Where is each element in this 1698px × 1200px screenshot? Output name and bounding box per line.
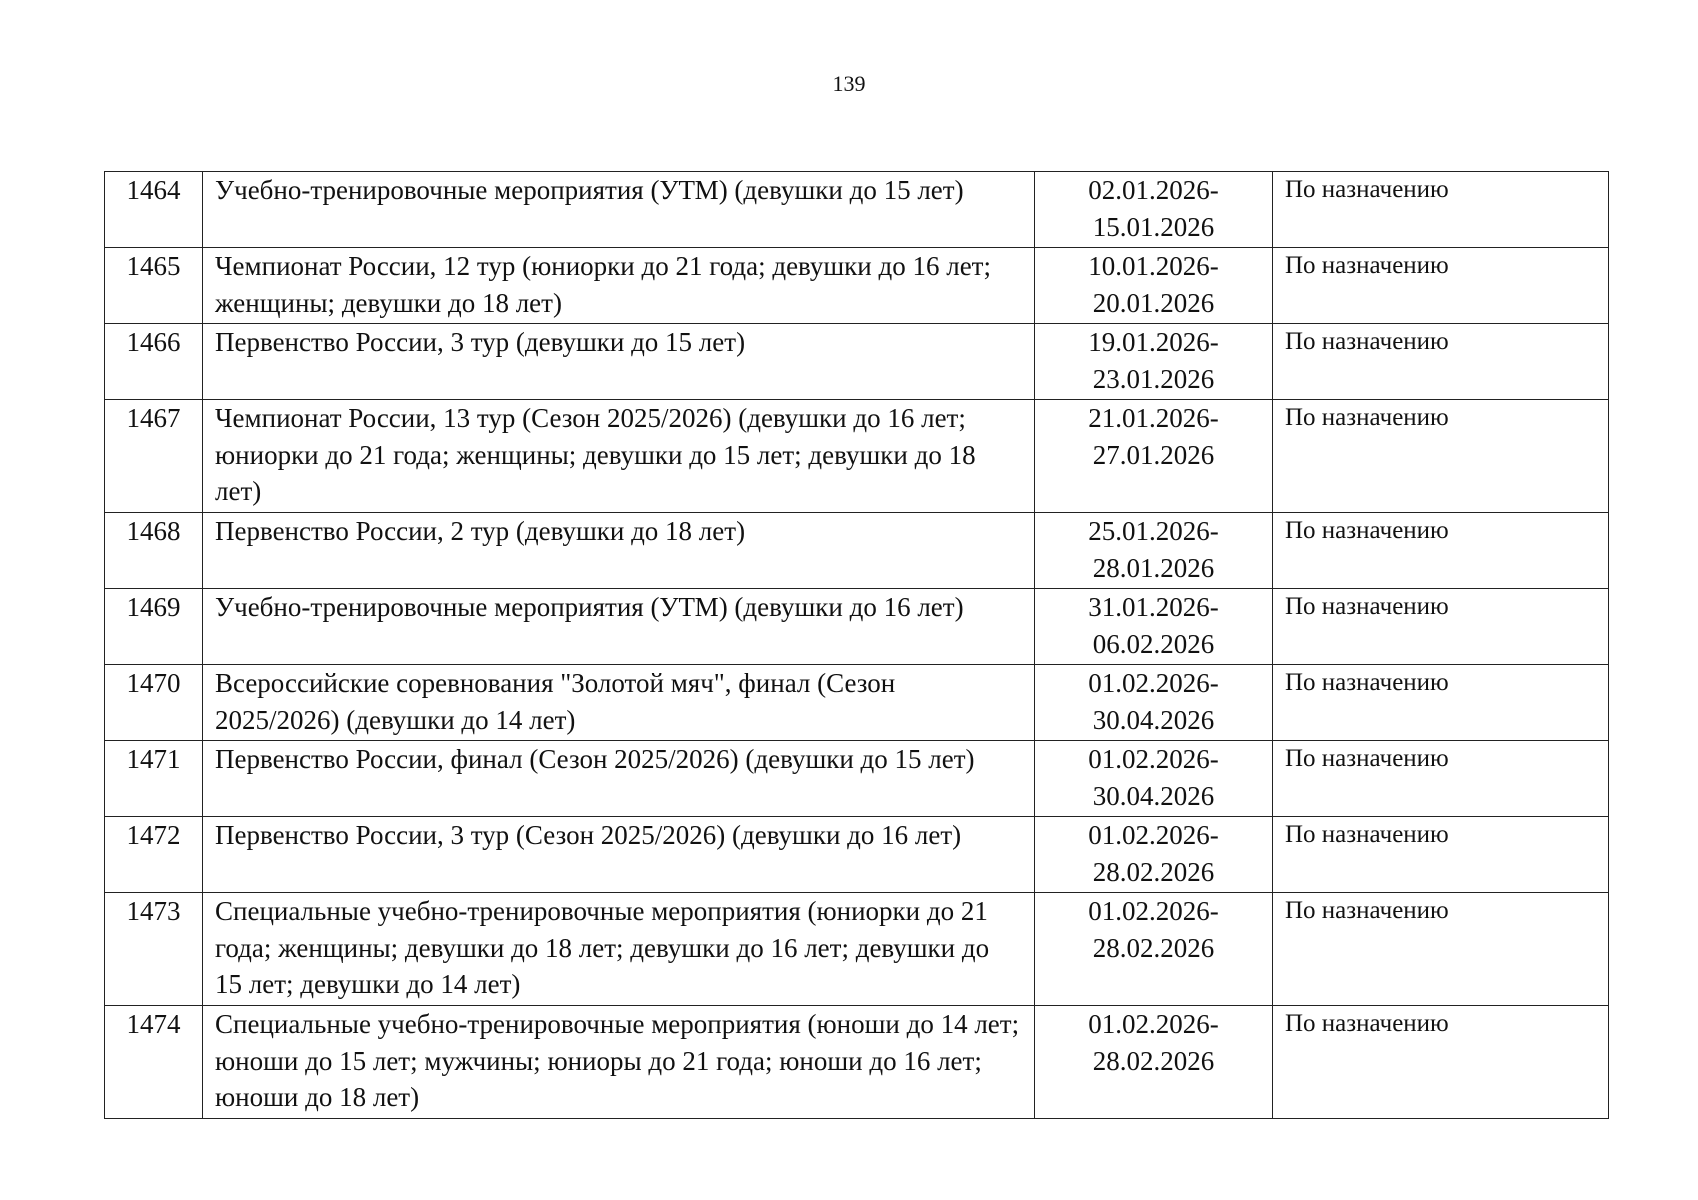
date-end: 28.01.2026: [1092, 552, 1215, 583]
event-dates: [1035, 324, 1273, 400]
table-row: [105, 1006, 1609, 1119]
date-end: 15.01.2026: [1092, 211, 1215, 242]
event-name: Чемпионат России, 13 тур (Сезон 2025/2026) (девушки до 16 лет; юниорки до 21 года; женщины; девушки до 15 лет; девушки до 18 лет): [203, 400, 1035, 513]
table-row: [105, 893, 1609, 1006]
event-name: Первенство России, 3 тур (девушки до 15 лет): [203, 324, 1035, 400]
row-number: 1470: [105, 665, 203, 741]
event-dates: [1035, 893, 1273, 1006]
event-name: Первенство России, 2 тур (девушки до 18 лет): [203, 513, 1035, 589]
date-start: 21.01.2026-: [1088, 403, 1219, 433]
date-start: 19.01.2026-: [1088, 327, 1219, 357]
date-start: 01.02.2026-: [1088, 896, 1219, 926]
table-row: [105, 400, 1609, 513]
row-number: 1471: [105, 741, 203, 817]
date-end: 20.01.2026: [1092, 287, 1215, 318]
event-note: По назначению: [1273, 589, 1609, 665]
row-number: 1472: [105, 817, 203, 893]
table-row: [105, 324, 1609, 400]
table-row: [105, 248, 1609, 324]
event-name: Первенство России, финал (Сезон 2025/2026) (девушки до 15 лет): [203, 741, 1035, 817]
row-number: 1466: [105, 324, 203, 400]
event-dates: [1035, 589, 1273, 665]
date-start: 01.02.2026-: [1088, 744, 1219, 774]
row-number: 1473: [105, 893, 203, 1006]
event-note: По назначению: [1273, 1006, 1609, 1119]
event-dates: [1035, 513, 1273, 589]
table-row: [105, 665, 1609, 741]
event-note: По назначению: [1273, 400, 1609, 513]
row-number: 1468: [105, 513, 203, 589]
event-note: По назначению: [1273, 741, 1609, 817]
date-end: 23.01.2026: [1092, 363, 1215, 394]
event-dates: [1035, 400, 1273, 513]
event-dates: [1035, 741, 1273, 817]
date-start: 01.02.2026-: [1088, 1009, 1219, 1039]
event-name: Первенство России, 3 тур (Сезон 2025/2026) (девушки до 16 лет): [203, 817, 1035, 893]
event-note: По назначению: [1273, 324, 1609, 400]
date-start: 31.01.2026-: [1088, 592, 1219, 622]
event-name: Учебно-тренировочные мероприятия (УТМ) (девушки до 16 лет): [203, 589, 1035, 665]
event-dates: [1035, 665, 1273, 741]
event-note: По назначению: [1273, 248, 1609, 324]
event-dates: [1035, 817, 1273, 893]
table-row: [105, 589, 1609, 665]
event-note: По назначению: [1273, 172, 1609, 248]
event-dates: [1035, 1006, 1273, 1119]
event-note: По назначению: [1273, 893, 1609, 1006]
table-row: [105, 513, 1609, 589]
event-name: Всероссийские соревнования "Золотой мяч", финал (Сезон 2025/2026) (девушки до 14 лет): [203, 665, 1035, 741]
table-row: [105, 741, 1609, 817]
row-number: 1474: [105, 1006, 203, 1119]
event-dates: [1035, 248, 1273, 324]
date-start: 02.01.2026-: [1088, 175, 1219, 205]
event-note: По назначению: [1273, 665, 1609, 741]
date-end: 06.02.2026: [1092, 628, 1215, 659]
event-name: Специальные учебно-тренировочные мероприятия (юниорки до 21 года; женщины; девушки до 18 лет; девушки до 16 лет; девушки до 15 лет; девушки до 14 лет): [203, 893, 1035, 1006]
row-number: 1467: [105, 400, 203, 513]
table-row: [105, 172, 1609, 248]
date-start: 25.01.2026-: [1088, 516, 1219, 546]
date-end: 28.02.2026: [1092, 856, 1215, 887]
event-note: По назначению: [1273, 513, 1609, 589]
event-dates: [1035, 172, 1273, 248]
page-number: 139: [832, 71, 866, 96]
date-start: 01.02.2026-: [1088, 820, 1219, 850]
date-end: 27.01.2026: [1092, 439, 1215, 470]
event-name: Специальные учебно-тренировочные мероприятия (юноши до 14 лет; юноши до 15 лет; мужчины; юниоры до 21 года; юноши до 16 лет; юноши до 18 лет): [203, 1006, 1035, 1119]
event-name: Чемпионат России, 12 тур (юниорки до 21 года; девушки до 16 лет; женщины; девушки до 18 лет): [203, 248, 1035, 324]
event-note: По назначению: [1273, 817, 1609, 893]
event-name: Учебно-тренировочные мероприятия (УТМ) (девушки до 15 лет): [203, 172, 1035, 248]
date-end: 28.02.2026: [1092, 932, 1215, 963]
row-number: 1464: [105, 172, 203, 248]
date-end: 28.02.2026: [1092, 1045, 1215, 1076]
table-row: [105, 817, 1609, 893]
row-number: 1469: [105, 589, 203, 665]
row-number: 1465: [105, 248, 203, 324]
date-start: 01.02.2026-: [1088, 668, 1219, 698]
date-end: 30.04.2026: [1092, 704, 1215, 735]
events-table: [104, 171, 1609, 1119]
date-end: 30.04.2026: [1092, 780, 1215, 811]
date-start: 10.01.2026-: [1088, 251, 1219, 281]
